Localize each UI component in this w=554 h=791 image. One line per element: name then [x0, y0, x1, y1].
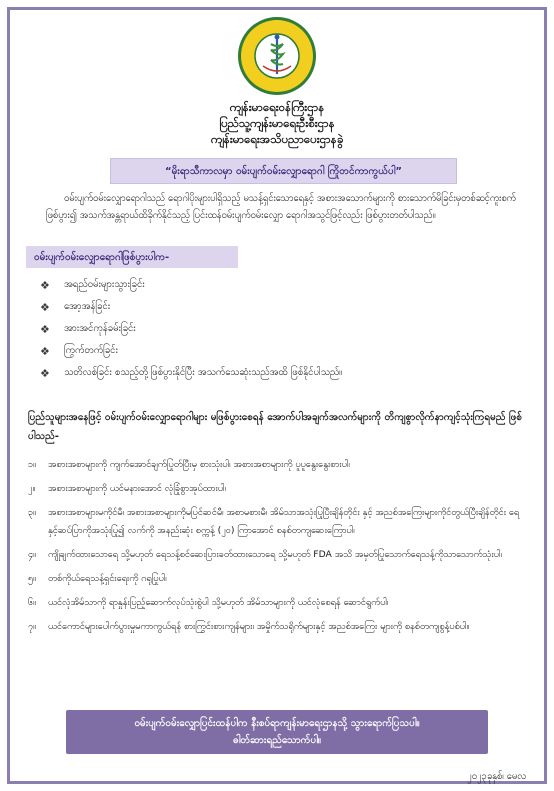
intro-paragraph: ဝမ်းပျက်ဝမ်းလျှောရောဂါသည် ရောဂါပိုးများပါရှိသည့် မသန့်ရှင်းသောရေနှင့် အစားအသောက်များကို စားသောက်မိခြင်းမှတစ်ဆင့်ကူးစက်ဖြစ်ပွား၍ အသက်အန္တရာယ်ထိခိုက်နိုင်သည့် ပြင်းထန်ဝမ်းပျက်ဝမ်းလျှော ရောဂါအသွင်ဖြင့်လည်း ဖြစ်ပွားတတ်ပါသည်။	[46, 193, 516, 221]
diamond-bullet-icon: ❖	[40, 366, 50, 380]
logo-container	[10, 16, 544, 96]
diamond-bullet-icon: ❖	[40, 344, 50, 358]
prevention-item: ၂။ အစားအစာများကို ယင်မနားအောင် လုံခြုံစွာအုပ်ထားပါ၊	[28, 483, 227, 494]
footer-callout	[66, 710, 488, 754]
prevention-list	[28, 456, 528, 642]
diamond-bullet-icon: ❖	[40, 300, 50, 314]
prevention-item: ၄။ ကျိုချက်ထားသောရေ သို့မဟုတ် ရေသန့်စင်ဆေးပြားခတ်ထားသောရေ သို့မဟုတ် FDA အသိ အမှတ်ပြုသောက်ရေသန့်ကိုသာသောက်သုံးပါ၊	[28, 549, 502, 560]
symptom-item: ❖ အားအင်ကုန်ခမ်းခြင်း	[40, 322, 136, 336]
footer-line-ors: ဓါတ်ဆားရည်သောက်ပါ။	[233, 735, 321, 746]
diamond-bullet-icon: ❖	[40, 278, 50, 292]
prevention-item: ၃။ အစားအစာများမကိုင်မီ၊ အစားအစာများကိုမပြင်ဆင်မီ၊ အစာမစားမီ၊ အိမ်သာအသုံးပြုပြီးချိန်တိုင်း နှင့် အညစ်အကြေးများကိုင်တွယ်ပြီးချိန်တိုင်း ရေနှင့်ဆပ်ပြာကိုအသုံးပြု၍ လက်ကို အနည်းဆုံး စက္ကန့် (၂၀) ကြာအောင် စနစ်တကျဆေးကြောပါ၊	[28, 507, 520, 536]
symptoms-list	[40, 274, 524, 384]
symptoms-heading: ဝမ်းပျက်ဝမ်းလျှောရောဂါဖြစ်ပွားပါက-	[26, 246, 238, 268]
prevention-item: ၆။ ယင်လုံအိမ်သာကို ရာနှုန်းပြည့်ဆောက်လုပ်သုံးစွဲပါ သို့မဟုတ် အိမ်သာများကို ယင်လုံစေရန် ဆောင်ရွက်ပါ၊	[28, 597, 389, 608]
division-name: ကျန်းမာရေးအသိပညာပေးဌာနခွဲ	[210, 132, 344, 146]
prevention-item: ၇။ ယင်ကောင်များပေါက်ပွားမှုမကာကွယ်ရန် စားကြွင်းစားကျန်များ၊ အမှိုက်သရိုက်များနှင့် အညစ်အကြေး များကို စနစ်တကျစွန့်ပစ်ပါ။	[28, 621, 470, 632]
prevention-item: ၅။ တစ်ကိုယ်ရေသန့်ရှင်းရေးကို ဂရုပြုပါ၊	[28, 573, 167, 584]
diamond-bullet-icon: ❖	[40, 322, 50, 336]
symptom-item: ❖ ကြွက်တက်ခြင်း	[40, 344, 118, 358]
prevention-heading: ပြည်သူများအနေဖြင့် ဝမ်းပျက်ဝမ်းလျှောရောဂါများ မဖြစ်ပွားစေရန် အောက်ပါအချက်အလက်များကို တိကျစွာလိုက်နာကျင့်သုံးကြရမည် ဖြစ်ပါသည်-	[28, 412, 523, 442]
ministry-of-health-logo	[237, 16, 317, 96]
ministry-name: ကျန်းမာရေးဝန်ကြီးဌာန	[229, 100, 325, 114]
symptom-item: ❖ အရည်ဝမ်းများသွားခြင်း	[40, 278, 145, 292]
department-name: ပြည်သူ့ကျန်းမာရေးဦးစီးဌာန	[219, 116, 335, 130]
prevention-item: ၁။ အစားအစာများကို ကျက်အောင်ချက်ပြုတ်ပြီးမှ စားသုံးပါ၊ အစားအစာများကို ပူပူနွေးနွေးစားပါ၊	[28, 459, 350, 470]
poster-frame	[7, 7, 547, 784]
symptom-item: ❖ သတိလစ်ခြင်း စသည့်တို့ဖြစ်ပွားနိုင်ပြီး အသက်သေဆုံးသည်အထိ ဖြစ်နိုင်ပါသည်။	[40, 366, 343, 380]
campaign-title-banner: “မိုးရာသီကာလမှာ ဝမ်းပျက်ဝမ်းလျှောရောဂါ ကြိုတင်ကာကွယ်ပါ”	[110, 158, 457, 184]
publication-date: ၂၀၂၃ခုနှစ်၊ မေလ	[467, 771, 526, 782]
symptom-item: ❖ အော့အန်ခြင်း	[40, 300, 111, 314]
footer-line-seek-care: ဝမ်းပျက်ဝမ်းလျှောပြင်းထန်ပါက နီးစပ်ရာကျန်းမာရေးဌာနသို့ သွားရောက်ပြသပါ။	[134, 718, 420, 729]
